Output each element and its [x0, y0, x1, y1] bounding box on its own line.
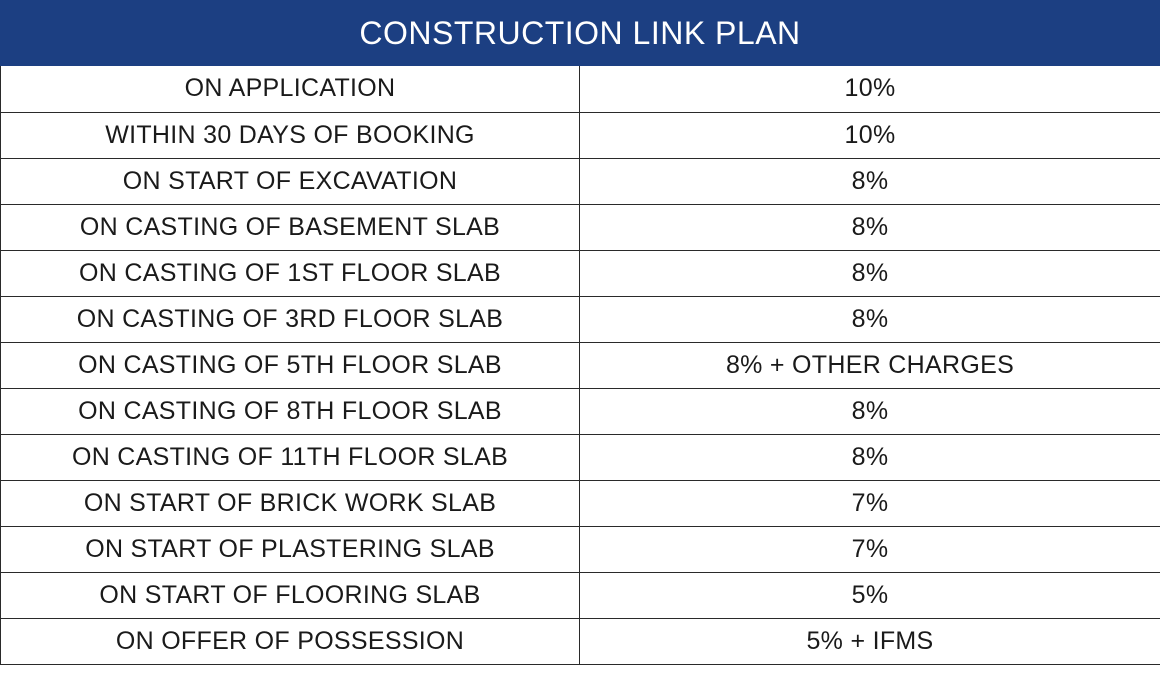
table-row [1, 66, 1160, 112]
stage-cell: ON START OF FLOORING SLAB [1, 572, 580, 618]
stage-cell: ON CASTING OF 5TH FLOOR SLAB [1, 342, 580, 388]
amount-cell: 8% [580, 296, 1160, 342]
amount-cell: 8% [580, 204, 1160, 250]
amount-cell: 8% [580, 434, 1160, 480]
table-row [1, 388, 1160, 434]
amount-cell: 5% + IFMS [580, 618, 1160, 664]
table-row [1, 250, 1160, 296]
amount-cell: 10% [580, 112, 1160, 158]
stage-cell: ON START OF EXCAVATION [1, 158, 580, 204]
table-row [1, 618, 1160, 664]
table-row [1, 434, 1160, 480]
stage-cell: ON START OF PLASTERING SLAB [1, 526, 580, 572]
table-row [1, 480, 1160, 526]
stage-cell: ON CASTING OF 1ST FLOOR SLAB [1, 250, 580, 296]
table-row [1, 204, 1160, 250]
schedule-rows [1, 66, 1160, 664]
amount-cell: 7% [580, 526, 1160, 572]
table-row [1, 342, 1160, 388]
stage-cell: ON CASTING OF BASEMENT SLAB [1, 204, 580, 250]
table-title: CONSTRUCTION LINK PLAN [0, 0, 1160, 66]
stage-cell: WITHIN 30 DAYS OF BOOKING [1, 112, 580, 158]
stage-cell: ON OFFER OF POSSESSION [1, 618, 580, 664]
payment-schedule [0, 66, 1160, 665]
amount-cell: 10% [580, 66, 1160, 112]
table-row [1, 112, 1160, 158]
stage-cell: ON CASTING OF 3RD FLOOR SLAB [1, 296, 580, 342]
stage-cell: ON CASTING OF 8TH FLOOR SLAB [1, 388, 580, 434]
table-row [1, 158, 1160, 204]
amount-cell: 8% + OTHER CHARGES [580, 342, 1160, 388]
amount-cell: 8% [580, 250, 1160, 296]
amount-cell: 5% [580, 572, 1160, 618]
table-row [1, 296, 1160, 342]
amount-cell: 8% [580, 158, 1160, 204]
amount-cell: 8% [580, 388, 1160, 434]
table-row [1, 526, 1160, 572]
stage-cell: ON START OF BRICK WORK SLAB [1, 480, 580, 526]
amount-cell: 7% [580, 480, 1160, 526]
table-row [1, 572, 1160, 618]
stage-cell: ON CASTING OF 11TH FLOOR SLAB [1, 434, 580, 480]
stage-cell: ON APPLICATION [1, 66, 580, 112]
